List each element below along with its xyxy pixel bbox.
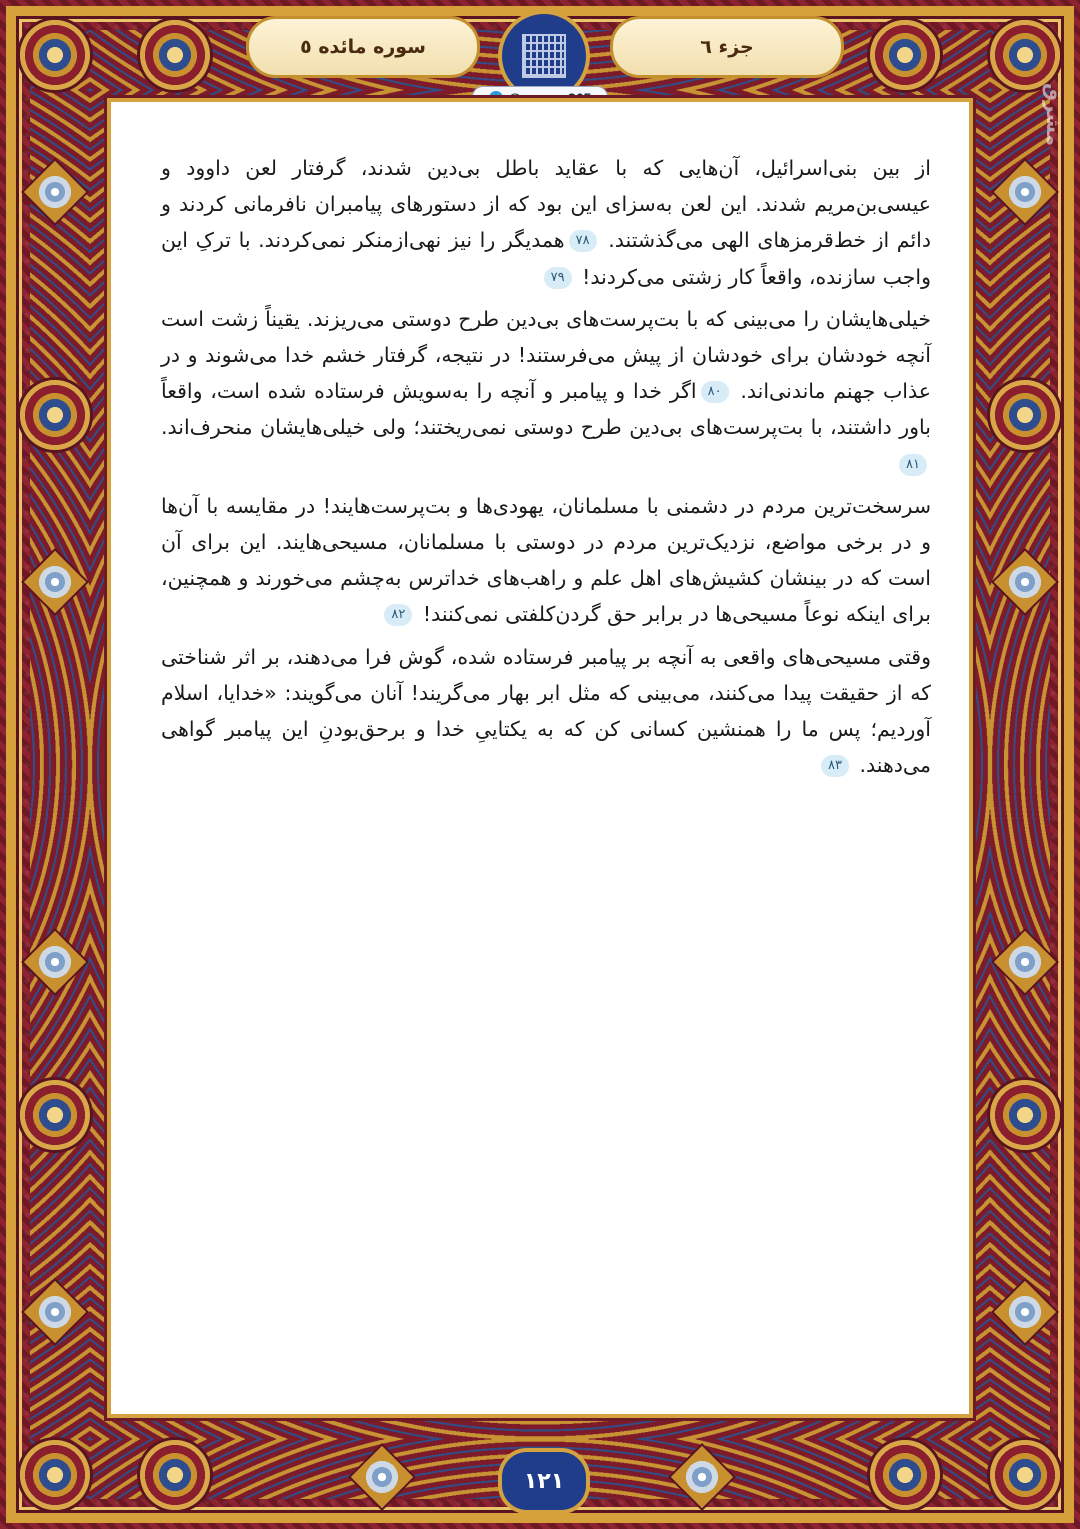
verse-text: وقتی مسیحی‌های واقعی به آنچه بر پیامبر فرستاده شده، گوش فرا می‌دهند، بر اثر شناختی که از حقیقت پیدا می‌کنند، می‌بینی که مثل ابر بهار می‌گریند! آنان می‌گویند: «خدایا، اسلام آوردیم؛ پس ما را همنشین کسانی کن که به یکتاییِ خدا و برحق‌بودنِ این پیامبر گواهی می‌دهند.: [161, 644, 931, 778]
verse-text: اگر خدا و پیامبر و آنچه را به‌سویش فرستاده شده است، واقعاً باور داشتند، با بت‌پرست‌های بی‌دین طرح دوستی نمی‌ریختند؛ ولی خیلی‌هایشان منحرف‌اند.: [161, 379, 931, 440]
juz-label: جزء ٦: [610, 16, 844, 78]
paragraph: [161, 150, 931, 295]
verse-number-badge: ۸۱: [899, 454, 927, 476]
verse-number-badge: ۷۹: [544, 267, 572, 289]
side-medallion-icon: [990, 380, 1060, 450]
logo-calligraphy-icon: [522, 34, 566, 78]
side-medallion-icon: [20, 380, 90, 450]
corner-medallion-icon: [20, 20, 90, 90]
side-medallion-icon: [870, 20, 940, 90]
verse-number-badge: ۸۳: [821, 755, 849, 777]
verse-text: خیلی‌هایشان را می‌بینی که با بت‌پرست‌های بی‌دین طرح دوستی می‌ریزند. یقیناً زشت است آنچه خودشان برای خودشان از پیش می‌فرستند! در نتیجه، گرفتار خشم خدا می‌شوند و در عذاب جهنم ماندنی‌اند.: [161, 306, 931, 404]
watermark-logo: مشرق: [1042, 83, 1066, 147]
page-number: ۱۲۱: [498, 1448, 590, 1514]
side-medallion-icon: [870, 1440, 940, 1510]
paragraph: [161, 639, 931, 784]
side-medallion-icon: [140, 1440, 210, 1510]
paragraph: [161, 301, 931, 482]
text-panel: [107, 98, 973, 1418]
side-medallion-icon: [140, 20, 210, 90]
side-medallion-icon: [990, 1080, 1060, 1150]
verse-text: سرسخت‌ترین مردم در دشمنی با مسلمانان، یهودی‌ها و بت‌پرست‌هایند! در مقایسه با آن‌ها و در برخی مواضع، نزدیک‌ترین مردم در دوستی با مسلمانان، مسیحی‌هایند. این برای آن است که در بینشان کشیش‌های اهل علم و راهب‌های خداترس به‌چشم می‌خورند و همچنین، برای اینکه نوعاً مسیحی‌ها در برابر حق گردن‌کلفتی نمی‌کنند!: [161, 493, 931, 627]
verse-number-badge: ۸۰: [701, 381, 729, 403]
side-medallion-icon: [20, 1080, 90, 1150]
verse-number-badge: ۸۲: [384, 604, 412, 626]
paragraph: [161, 488, 931, 633]
corner-medallion-icon: [20, 1440, 90, 1510]
translation-text: [161, 150, 931, 789]
verse-text: همدیگر را نیز نهی‌ازمنکر نمی‌کردند. با ترکِ این واجب سازنده، واقعاً کار زشتی می‌کردند!: [161, 228, 931, 289]
verse-text: از بین بنی‌اسرائیل، آن‌هایی که با عقاید باطل بی‌دین شدند، گرفتار لعن داوود و عیسی‌بن‌مریم شدند. این لعن به‌سزای این بود که از دستورهای پیامبران نافرمانی کردند و دائم از خط‌قرمزهای الهی می‌گذشتند.: [161, 156, 931, 253]
verse-number-badge: ۷۸: [569, 230, 597, 252]
surah-label: سوره مائده ٥: [246, 16, 480, 78]
corner-medallion-icon: [990, 1440, 1060, 1510]
